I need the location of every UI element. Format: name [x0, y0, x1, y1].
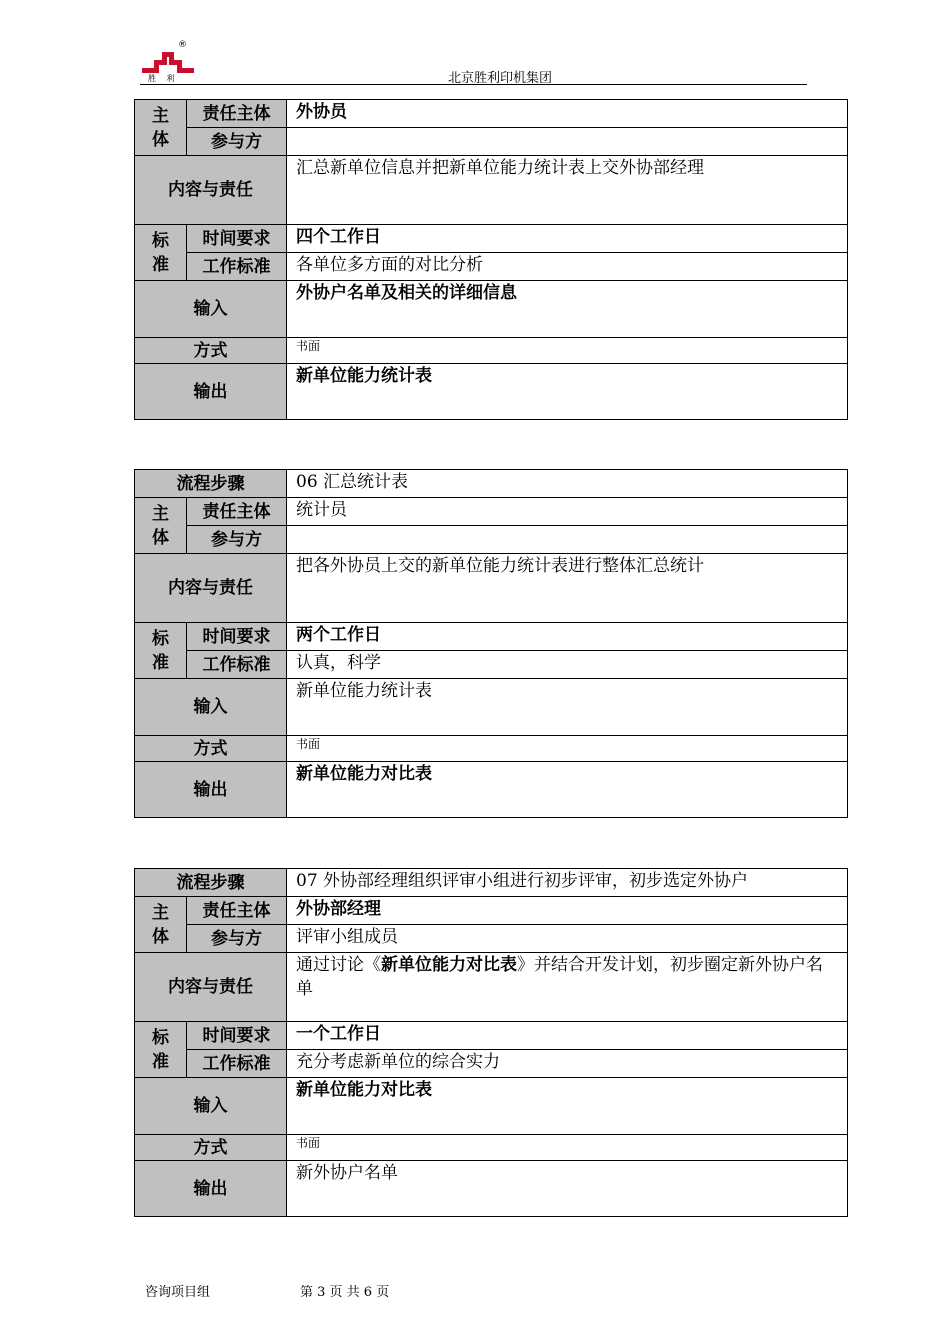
- content-label: 内容与责任: [135, 953, 287, 1022]
- responsible-label: 责任主体: [187, 498, 287, 526]
- responsible-value: 统计员: [287, 498, 848, 526]
- standard-label: 标 准: [135, 623, 187, 679]
- logo-mark: ®: [178, 40, 187, 50]
- standard-label: 标 准: [135, 225, 187, 281]
- step-label: 流程步骤: [135, 869, 287, 897]
- time-label: 时间要求: [187, 1022, 287, 1050]
- participant-value: [287, 526, 848, 554]
- input-value: 外协户名单及相关的详细信息: [287, 281, 848, 338]
- input-label: 输入: [135, 679, 287, 736]
- step-table-3: [134, 868, 848, 1217]
- time-value: 两个工作日: [287, 623, 848, 651]
- step-value: 06 汇总统计表: [287, 470, 848, 498]
- content-value: 汇总新单位信息并把新单位能力统计表上交外协部经理: [287, 156, 848, 225]
- time-label: 时间要求: [187, 623, 287, 651]
- work-std-value: 认真，科学: [287, 651, 848, 679]
- responsible-label: 责任主体: [187, 897, 287, 925]
- step-table-2: [134, 469, 848, 818]
- work-std-label: 工作标准: [187, 253, 287, 281]
- output-value: 新单位能力对比表: [287, 762, 848, 818]
- step-label: 流程步骤: [135, 470, 287, 498]
- content-bold-doc: 新单位能力对比表: [381, 955, 517, 975]
- subject-label: 主 体: [135, 100, 187, 156]
- work-std-label: 工作标准: [187, 651, 287, 679]
- step-table-1: [134, 99, 848, 420]
- subject-label: 主 体: [135, 498, 187, 554]
- time-value: 一个工作日: [287, 1022, 848, 1050]
- method-value: 书面: [287, 1135, 848, 1161]
- method-value: 书面: [287, 736, 848, 762]
- method-label: 方式: [135, 736, 287, 762]
- time-label: 时间要求: [187, 225, 287, 253]
- output-value: 新单位能力统计表: [287, 364, 848, 420]
- output-value: 新外协户名单: [287, 1161, 848, 1217]
- content-label: 内容与责任: [135, 554, 287, 623]
- output-label: 输出: [135, 364, 287, 420]
- company-logo: [140, 40, 200, 85]
- participant-label: 参与方: [187, 925, 287, 953]
- page-header: [140, 40, 807, 85]
- standard-label: 标 准: [135, 1022, 187, 1078]
- page-number: 第 3 页 共 6 页: [300, 1285, 390, 1300]
- company-name: 北京胜利印机集团: [447, 71, 552, 86]
- participant-value: [287, 128, 848, 156]
- responsible-value: 外协员: [287, 100, 848, 128]
- header-rule: [140, 84, 807, 85]
- step-value: 07 外协部经理组织评审小组进行初步评审，初步选定外协户: [287, 869, 848, 897]
- time-value: 四个工作日: [287, 225, 848, 253]
- content-value: 通过讨论《新单位能力对比表》并结合开发计划，初步圈定新外协户名单: [287, 953, 848, 1022]
- content-value: 把各外协员上交的新单位能力统计表进行整体汇总统计: [287, 554, 848, 623]
- method-value: 书面: [287, 338, 848, 364]
- responsible-value: 外协部经理: [287, 897, 848, 925]
- input-value: 新单位能力统计表: [287, 679, 848, 736]
- footer-left: 咨询项目组: [145, 1285, 211, 1300]
- input-value: 新单位能力对比表: [287, 1078, 848, 1135]
- method-label: 方式: [135, 338, 287, 364]
- responsible-label: 责任主体: [187, 100, 287, 128]
- logo-text: 胜 利: [148, 74, 175, 83]
- method-label: 方式: [135, 1135, 287, 1161]
- subject-label: 主 体: [135, 897, 187, 953]
- input-label: 输入: [135, 1078, 287, 1135]
- content-label: 内容与责任: [135, 156, 287, 225]
- output-label: 输出: [135, 1161, 287, 1217]
- work-std-value: 各单位多方面的对比分析: [287, 253, 848, 281]
- participant-value: 评审小组成员: [287, 925, 848, 953]
- output-label: 输出: [135, 762, 287, 818]
- work-std-label: 工作标准: [187, 1050, 287, 1078]
- input-label: 输入: [135, 281, 287, 338]
- participant-label: 参与方: [187, 526, 287, 554]
- work-std-value: 充分考虑新单位的综合实力: [287, 1050, 848, 1078]
- participant-label: 参与方: [187, 128, 287, 156]
